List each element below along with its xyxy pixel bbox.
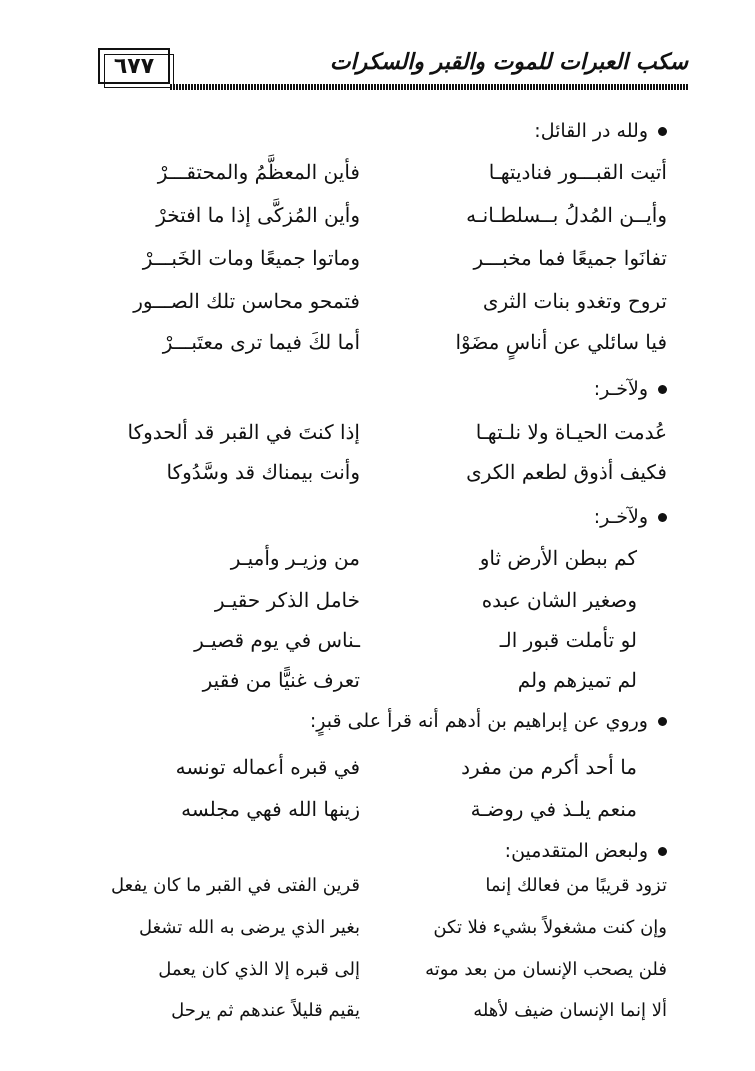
- verse-second-hemistich: إلى قبره إلا الذي كان يعمل: [158, 959, 360, 980]
- page-header: [90, 44, 688, 94]
- verse-second-hemistich: تعرف غنيًّا من فقير: [202, 668, 360, 692]
- intro-text: ولله در القائل:: [534, 120, 648, 142]
- intro-text: وروي عن إبراهيم بن أدهم أنه قرأ على قبرٍ:: [309, 710, 648, 732]
- verse-second-hemistich: أما لكَ فيما ترى معتَبـــرْ: [162, 330, 360, 354]
- verse-first-hemistich: عُدمت الحيـاة ولا نلـتهـا: [475, 420, 667, 444]
- verse-second-hemistich: يقيم قليلاً عندهم ثم يرحل: [171, 1000, 360, 1021]
- verse-second-hemistich: فأين المعظَّمُ والمحتقـــرْ: [157, 160, 360, 184]
- header-rule: [170, 84, 688, 90]
- verse-second-hemistich: وأنت بيمناك قد وسَّدُوكا: [166, 460, 360, 484]
- verse-first-hemistich: تفانَوا جميعًا فما مخبـــر: [473, 246, 667, 270]
- verse-second-hemistich: فتمحو محاسن تلك الصـــور: [133, 289, 360, 313]
- verse-second-hemistich: إذا كنتَ في القبر قد ألحدوكا: [127, 420, 360, 444]
- section-intro: [310, 710, 667, 732]
- verse-first-hemistich: فيا سائلي عن أناسٍ مضَوْا: [455, 330, 667, 354]
- running-title: سكب العبرات للموت والقبر والسكرات: [329, 50, 688, 75]
- verse-first-hemistich: منعم يلـذ في روضـة: [470, 797, 637, 821]
- verse-second-hemistich: زينها الله فهي مجلسه: [181, 797, 360, 821]
- verse-first-hemistich: وصغير الشان عبده: [481, 588, 637, 612]
- intro-text: ولآخـر:: [593, 506, 648, 528]
- verse-second-hemistich: في قبره أعماله تونسه: [175, 755, 360, 779]
- verse-second-hemistich: خامل الذكر حقيـر: [214, 588, 360, 612]
- verse-first-hemistich: ما أحد أكرم من مفرد: [461, 755, 637, 779]
- verse-first-hemistich: تزود قريبًا من فعالك إنما: [485, 875, 667, 896]
- section-intro: [594, 506, 667, 528]
- section-intro: [505, 840, 667, 862]
- verse-second-hemistich: وماتوا جميعًا ومات الخَبـــرْ: [142, 246, 360, 270]
- verse-first-hemistich: تروح وتغدو بنات الثرى: [482, 289, 667, 313]
- verse-first-hemistich: فلن يصحب الإنسان من بعد موته: [425, 959, 667, 980]
- verse-first-hemistich: أتيت القبـــور فناديتهـا: [488, 160, 667, 184]
- bullet-icon: [658, 385, 667, 394]
- bullet-icon: [658, 847, 667, 856]
- verse-second-hemistich: قرين الفتى في القبر ما كان يفعل: [111, 875, 360, 896]
- verse-first-hemistich: وإن كنت مشغولاً بشيء فلا تكن: [433, 917, 667, 938]
- section-intro: [594, 378, 667, 400]
- verse-first-hemistich: لم تميزهم ولم: [517, 668, 637, 692]
- verse-first-hemistich: وأيــن المُدلُ بــسلطـانـه: [466, 203, 667, 227]
- verse-second-hemistich: وأين المُزكَّى إذا ما افتخرْ: [156, 203, 360, 227]
- verse-first-hemistich: كم ببطن الأرض ثاو: [479, 546, 637, 570]
- page-number: ٦٧٧: [98, 48, 170, 84]
- intro-text: ولبعض المتقدمين:: [504, 840, 648, 862]
- bullet-icon: [658, 717, 667, 726]
- verse-first-hemistich: لو تأملت قبور الـ: [499, 628, 637, 652]
- section-intro: [534, 120, 667, 142]
- verse-second-hemistich: ـناس في يوم قصيـر: [194, 628, 360, 652]
- verse-second-hemistich: بغير الذي يرضى به الله تشغل: [138, 917, 360, 938]
- intro-text: ولآخـر:: [593, 378, 648, 400]
- verse-second-hemistich: من وزيـر وأميـر: [230, 546, 360, 570]
- verse-first-hemistich: فكيف أذوق لطعم الكرى: [466, 460, 667, 484]
- bullet-icon: [658, 127, 667, 136]
- bullet-icon: [658, 513, 667, 522]
- verse-first-hemistich: ألا إنما الإنسان ضيف لأهله: [473, 1000, 667, 1021]
